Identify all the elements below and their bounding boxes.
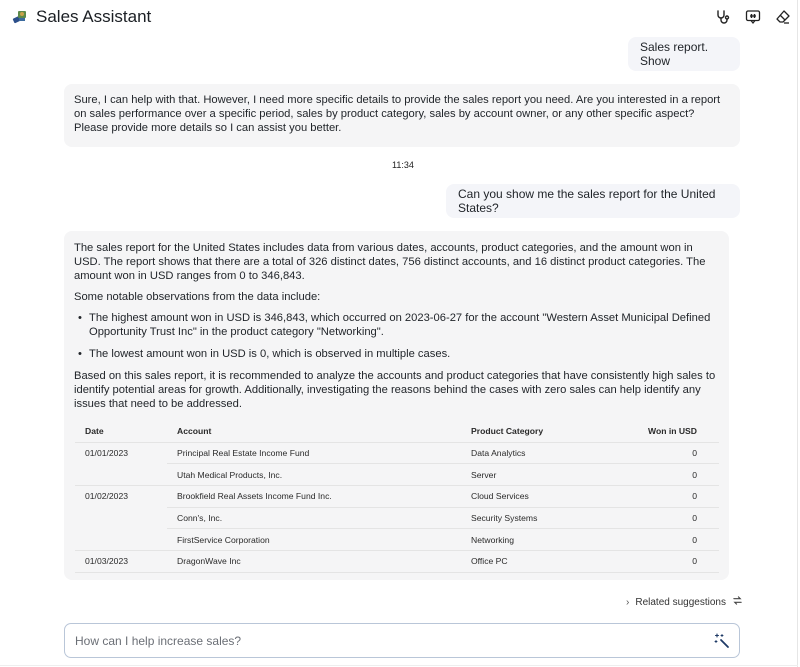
cell-date bbox=[75, 464, 167, 486]
feedback-icon[interactable] bbox=[744, 8, 762, 26]
cell-category: Cloud Services bbox=[461, 485, 611, 507]
header-actions bbox=[714, 8, 792, 26]
observations-list bbox=[74, 311, 719, 361]
chat-input[interactable] bbox=[75, 632, 675, 650]
cell-date: 01/02/2023 bbox=[85, 491, 129, 502]
column-header-date[interactable]: Date bbox=[75, 421, 167, 442]
user-message bbox=[446, 184, 740, 218]
cell-account: Utah Medical Products, Inc. bbox=[167, 464, 461, 486]
assistant-message bbox=[64, 84, 740, 147]
cell-account: Conn's, Inc. bbox=[167, 507, 461, 529]
report-intro: The sales report for the United States includes data from various dates, accounts, product categories, and the amount won in USD. The report shows that there are a total of 326 distinct dates, 756 distinct accounts, and 16 distinct product categories. The amount won in USD ranges from 0 to 346,843. bbox=[74, 242, 706, 282]
cell-category: Data Analytics bbox=[461, 442, 611, 464]
recommendation: Based on this sales report, it is recommended to analyze the accounts and product categories that have consistently high sales to identify potential areas for growth. Additionally, investigating the reasons behind the cases with zero sales can help identify any issues that need to be addressed. bbox=[74, 370, 716, 410]
eraser-icon[interactable] bbox=[774, 8, 792, 26]
cell-category: Security Systems bbox=[461, 507, 611, 529]
table-row bbox=[75, 464, 719, 486]
chat-input-box bbox=[64, 623, 740, 658]
cell-won: 0 bbox=[611, 529, 719, 551]
column-header-won[interactable]: Won in USD bbox=[611, 421, 719, 442]
magic-wand-icon[interactable] bbox=[713, 632, 731, 650]
cell-date: 01/01/2023 bbox=[85, 448, 129, 459]
cell-category: Office PC bbox=[461, 550, 611, 572]
cell-won: 0 bbox=[611, 464, 719, 486]
table-row bbox=[75, 507, 719, 529]
assistant-message bbox=[64, 231, 729, 580]
table-row bbox=[75, 442, 719, 464]
cell-won: 0 bbox=[611, 550, 719, 572]
cell-won: 0 bbox=[611, 507, 719, 529]
table-header-row bbox=[75, 421, 719, 442]
assistant-message-text: Sure, I can help with that. However, I need more specific details to provide the sales report you need. Are you interested in a report on sales performance over a specific period, sales by product category, sales by account owner, or any other specific aspect? Please provide more details so I can assist you better. bbox=[74, 94, 721, 134]
app-title: Sales Assistant bbox=[36, 7, 152, 26]
related-suggestions-toggle[interactable] bbox=[626, 595, 743, 609]
cell-category: Networking bbox=[461, 529, 611, 551]
app-logo-icon bbox=[12, 8, 30, 26]
cell-account: Principal Real Estate Income Fund bbox=[167, 442, 461, 464]
cell-date bbox=[75, 507, 167, 529]
cell-account: DragonWave Inc bbox=[167, 550, 461, 572]
cell-won: 0 bbox=[611, 485, 719, 507]
header bbox=[0, 0, 798, 34]
cell-won: 0 bbox=[611, 442, 719, 464]
table-row bbox=[75, 550, 719, 572]
column-header-account[interactable]: Account bbox=[167, 421, 461, 442]
observation-item: • The lowest amount won in USD is 0, which is observed in multiple cases. bbox=[74, 347, 719, 361]
cell-date bbox=[75, 529, 167, 551]
chevron-right-icon: › bbox=[626, 596, 630, 608]
cell-date: 01/03/2023 bbox=[75, 550, 167, 572]
user-message-text: Can you show me the sales report for the United States? bbox=[458, 187, 716, 215]
stethoscope-icon[interactable] bbox=[714, 8, 732, 26]
user-message bbox=[628, 37, 740, 71]
message-timestamp: 11:34 bbox=[392, 160, 414, 170]
divider bbox=[0, 665, 798, 666]
cell-account: FirstService Corporation bbox=[167, 529, 461, 551]
cell-account: Brookfield Real Assets Income Fund Inc. bbox=[167, 485, 461, 507]
related-suggestions-label: Related suggestions bbox=[635, 596, 726, 608]
cell-category: Server bbox=[461, 464, 611, 486]
user-message-text: Sales report. Show bbox=[640, 40, 709, 68]
observation-item: • The highest amount won in USD is 346,843, which occurred on 2023-06-27 for the account "Western Asset Municipal Defined Opportunity Trust Inc" in the product category "Networking". bbox=[74, 311, 719, 339]
sales-report-table bbox=[75, 421, 719, 573]
table-row bbox=[75, 485, 719, 507]
observations-heading: Some notable observations from the data include: bbox=[74, 291, 321, 303]
refresh-icon[interactable] bbox=[732, 595, 743, 609]
table-row bbox=[75, 529, 719, 551]
column-header-category[interactable]: Product Category bbox=[461, 421, 611, 442]
